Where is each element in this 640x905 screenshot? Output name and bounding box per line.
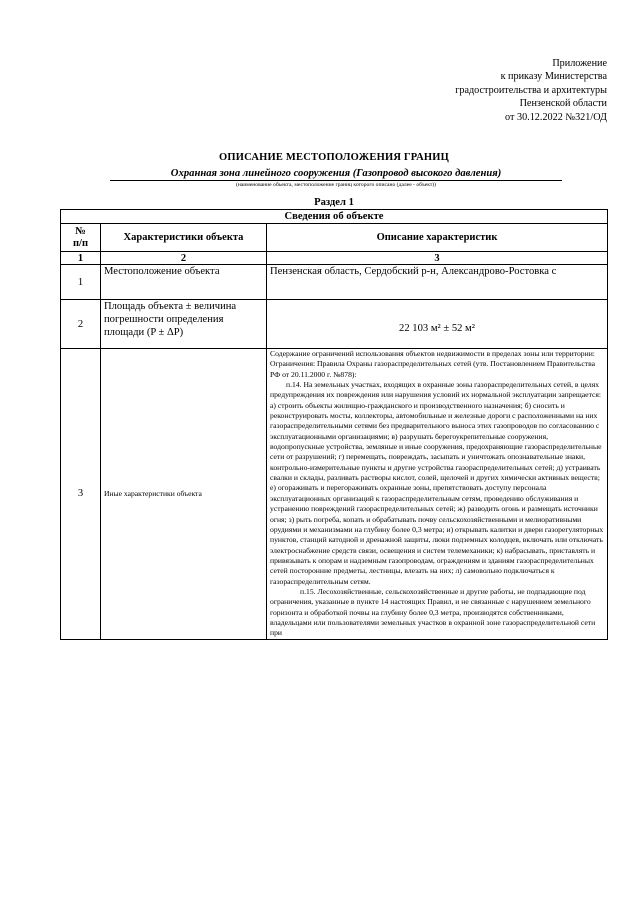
object-name: Охранная зона линейного сооружения (Газопровод высокого давления) bbox=[110, 167, 562, 181]
row-number: 2 bbox=[61, 300, 101, 349]
row-number: 3 bbox=[61, 349, 101, 640]
row-number: 1 bbox=[61, 265, 101, 300]
annex-line: Пензенской области bbox=[519, 98, 607, 110]
table-row bbox=[61, 349, 608, 640]
annex-line: к приказу Министерства bbox=[500, 71, 607, 83]
table-caption: Сведения об объекте bbox=[61, 210, 608, 224]
column-header-characteristics: Характеристики объекта bbox=[101, 224, 267, 252]
annex-line: от 30.12.2022 №321/ОД bbox=[505, 111, 607, 123]
table-row bbox=[61, 300, 608, 349]
object-info-table bbox=[60, 209, 608, 640]
row-description bbox=[267, 349, 608, 640]
annex-block bbox=[387, 57, 607, 124]
object-name-note: (наименование объекта, местоположение границ которого описано (далее - объект)) bbox=[235, 182, 437, 188]
restriction-paragraph: п.15. Лесохозяйственные, сельскохозяйственные и другие работы, не подпадающие под ограничения, указанные в пункте 14 настоящих Правил, и не связанные с нарушением земельного горизонта и обработкой почвы на глубину более 0,3 метра, производятся собственниками, владельцами или пользователями земельных участков в охранной зоне газораспределительной сети при bbox=[270, 586, 596, 638]
column-number: 1 bbox=[61, 252, 101, 265]
annex-line: градостроительства и архитектуры bbox=[455, 84, 607, 96]
column-header-number: № п/п bbox=[61, 224, 101, 252]
row-description: Пензенская область, Сердобский р-н, Александрово-Ростовка с bbox=[267, 265, 608, 300]
row-characteristic: Местоположение объекта bbox=[101, 265, 267, 300]
restriction-paragraph: Содержание ограничений использования объектов недвижимости в пределах зоны или территории: Ограничения: Правила Охраны газораспределительных сетей (утв. Постановлением Правительства РФ от 20.11.2000 г. №878): bbox=[270, 349, 596, 379]
row-characteristic: Площадь объекта ± величина погрешности определения площади (P ± ΔP) bbox=[101, 300, 267, 349]
annex-line: Приложение bbox=[552, 58, 607, 69]
section-title: Раздел 1 bbox=[314, 197, 354, 208]
column-header-description: Описание характеристик bbox=[267, 224, 608, 252]
row-characteristic: Иные характеристики объекта bbox=[101, 349, 267, 640]
column-number: 2 bbox=[101, 252, 267, 265]
restriction-paragraph: п.14. На земельных участках, входящих в охранные зоны газораспределительных сетей, в целях предупреждения их повреждения или нарушения условий их нормальной эксплуатации запрещается: а) строить объекты жилищно-гражданского и производственного назначения; б) сносить и реконструировать мосты, коллекторы, автомобильные и железные дороги с расположенными на них газораспределительными сетями без предварительного выноса этих газопроводов по согласованию с эксплуатационными организациями; в) разрушать берегоукрепительные сооружения, водопропускные устройства, земляные и иные сооружения, предохраняющие газораспределительные сети от разрушений; г) перемещать, повреждать, засыпать и уничтожать опознавательные знаки, контрольно-измерительные пункты и другие устройства газораспределительных сетей; д) устраивать свалки и склады, разливать растворы кислот, солей, щелочей и других химически активных веществ; е) огораживать и перегораживать охранные зоны, препятствовать доступу персонала эксплуатационных организаций к газораспределительным сетям, проведению обслуживания и устранению повреждений газораспределительных сетей; ж) разводить огонь и размещать источники огня; з) рыть погреба, копать и обрабатывать почву сельскохозяйственными и мелиоративными орудиями и механизмами на глубину более 0,3 метра; и) открывать калитки и двери газорегуляторных пунктов, станций катодной и дренажной защиты, люки подземных колодцев, включать или отключать электроснабжение средств связи, освещения и систем телемеханики; к) набрасывать, приставлять и привязывать к опорам и надземным газопроводам, ограждениям и зданиям газораспределительных сетей посторонние предметы, лестницы, влезать на них; л) самовольно подключаться к газораспределительным сетям. bbox=[270, 380, 604, 586]
column-number: 3 bbox=[267, 252, 608, 265]
row-description: 22 103 м² ± 52 м² bbox=[267, 300, 608, 349]
table-row bbox=[61, 265, 608, 300]
document-title: ОПИСАНИЕ МЕСТОПОЛОЖЕНИЯ ГРАНИЦ bbox=[219, 152, 449, 163]
